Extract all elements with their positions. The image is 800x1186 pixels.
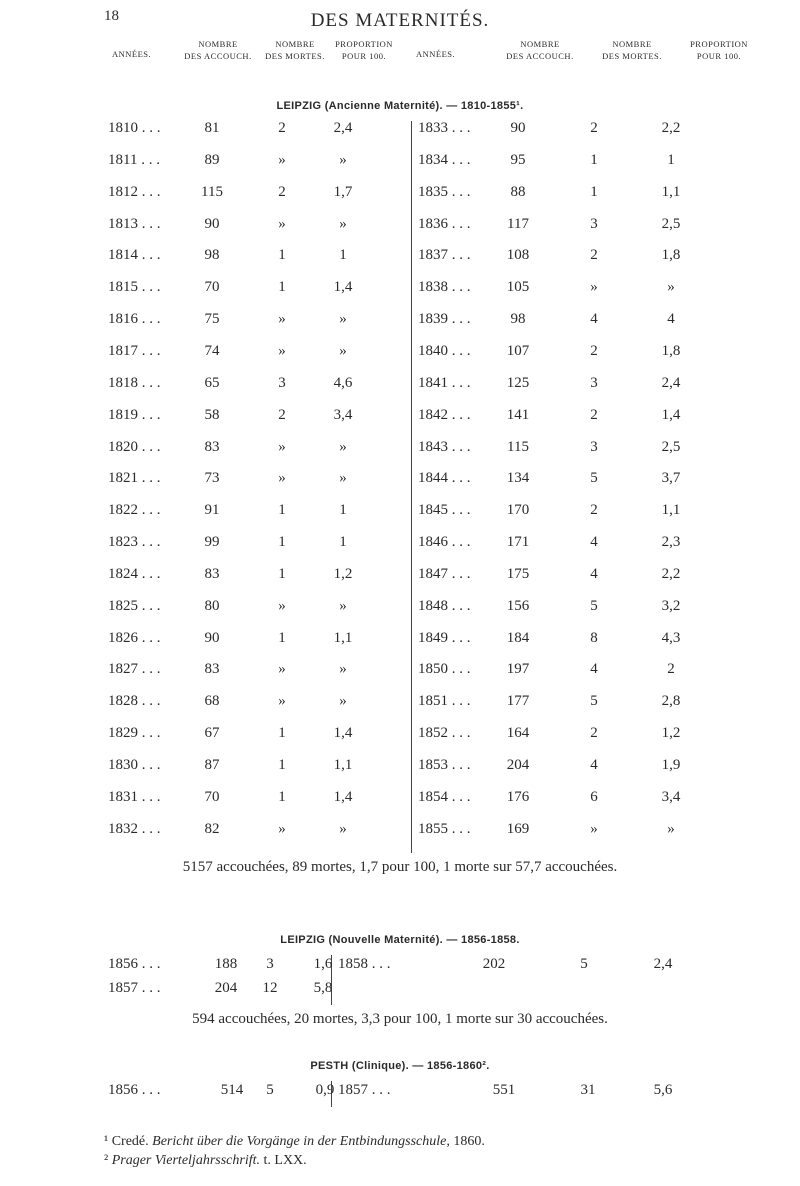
cell-births: 88 xyxy=(510,183,526,200)
cell-proportion: 2,5 xyxy=(661,438,681,455)
cell-year: 1819 . . . xyxy=(108,406,161,423)
cell-proportion: 2,5 xyxy=(661,215,681,232)
cell-year: 1814 . . . xyxy=(108,247,161,264)
cell-year: 1831 . . . xyxy=(108,788,161,805)
cell-proportion: 1,8 xyxy=(661,247,681,264)
cell-proportion: » xyxy=(339,661,347,678)
cell-births: 177 xyxy=(506,693,530,710)
cell-deaths: » xyxy=(278,438,286,455)
cell-births: 551 xyxy=(492,1082,516,1098)
cell-births: 105 xyxy=(506,279,530,296)
cell-year: 1843 . . . xyxy=(418,438,471,455)
cell-births: 98 xyxy=(204,247,220,264)
cell-year: 1810 . . . xyxy=(108,120,161,136)
cell-births: 184 xyxy=(506,629,530,646)
col-header-years-right: ANNÉES. xyxy=(416,49,456,59)
cell-year: 1855 . . . xyxy=(418,820,471,837)
col-header-deaths-right: NOMBRE DES MORTES. xyxy=(602,39,662,61)
cell-deaths: 1 xyxy=(590,183,598,200)
cell-births: 514 xyxy=(220,1082,244,1098)
cell-births: 170 xyxy=(506,502,530,519)
cell-proportion: 1,4 xyxy=(661,406,681,423)
cell-deaths: 3 xyxy=(590,215,598,232)
cell-year: 1840 . . . xyxy=(418,342,471,359)
cell-births: 82 xyxy=(204,820,220,837)
cell-proportion: 4,6 xyxy=(333,374,353,391)
cell-year: 1858 . . . xyxy=(338,956,391,972)
cell-proportion: 1,4 xyxy=(333,788,353,805)
cell-proportion: 2,4 xyxy=(653,956,673,972)
cell-proportion: » xyxy=(339,342,347,359)
cell-deaths: 1 xyxy=(278,502,286,519)
cell-year: 1838 . . . xyxy=(418,279,471,296)
col-header-prop-left: PROPORTION POUR 100. xyxy=(335,39,393,61)
cell-deaths: 4 xyxy=(590,661,598,678)
cell-proportion: » xyxy=(339,311,347,328)
cell-deaths: 1 xyxy=(278,279,286,296)
cell-year: 1818 . . . xyxy=(108,374,161,391)
cell-year: 1835 . . . xyxy=(418,183,471,200)
cell-births: 87 xyxy=(204,757,220,773)
cell-proportion: 4,3 xyxy=(661,629,681,646)
cell-births: 176 xyxy=(506,788,530,805)
cell-proportion: 2 xyxy=(667,661,675,678)
col-header-births-right: NOMBRE DES ACCOUCH. xyxy=(506,39,574,61)
cell-deaths: 2 xyxy=(278,406,286,423)
cell-deaths: » xyxy=(590,820,598,837)
cell-deaths: 3 xyxy=(278,374,286,391)
cell-proportion: 1,4 xyxy=(333,725,353,742)
cell-births: 175 xyxy=(506,565,530,582)
cell-year: 1847 . . . xyxy=(418,565,471,582)
cell-proportion: 2,2 xyxy=(661,120,681,136)
summary-leipzig-new: 594 accouchées, 20 mortes, 3,3 pour 100, 1 morte sur 30 accouchées. xyxy=(192,1011,608,1027)
footnote-2: ² Prager Vierteljahrsschrift. t. LXX. xyxy=(104,1153,307,1168)
cell-deaths: 5 xyxy=(590,693,598,710)
cell-proportion: 5,6 xyxy=(653,1082,673,1098)
cell-year: 1834 . . . xyxy=(418,151,471,168)
cell-deaths: » xyxy=(278,470,286,487)
cell-year: 1811 . . . xyxy=(108,151,160,168)
cell-proportion: » xyxy=(339,151,347,168)
cell-year: 1857 . . . xyxy=(108,980,161,996)
cell-deaths: 1 xyxy=(590,151,598,168)
cell-deaths: 5 xyxy=(580,956,588,972)
col-header-prop-right: PROPORTION POUR 100. xyxy=(690,39,748,61)
cell-births: 74 xyxy=(204,342,220,359)
cell-year: 1813 . . . xyxy=(108,215,161,232)
cell-births: 65 xyxy=(204,374,220,391)
cell-births: 107 xyxy=(506,342,530,359)
cell-year: 1812 . . . xyxy=(108,183,161,200)
cell-proportion: » xyxy=(339,438,347,455)
cell-year: 1845 . . . xyxy=(418,502,471,519)
cell-proportion: » xyxy=(339,820,347,837)
summary-leipzig-old: 5157 accouchées, 89 mortes, 1,7 pour 100, 1 morte sur 57,7 accouchées. xyxy=(182,859,618,875)
cell-births: 125 xyxy=(506,374,530,391)
cell-deaths: » xyxy=(278,311,286,328)
cell-deaths: » xyxy=(278,215,286,232)
cell-deaths: 5 xyxy=(266,1082,274,1098)
cell-births: 80 xyxy=(204,597,220,614)
cell-births: 75 xyxy=(204,311,220,328)
cell-year: 1816 . . . xyxy=(108,311,161,328)
cell-proportion: 1,1 xyxy=(333,629,353,646)
cell-year: 1844 . . . xyxy=(418,470,471,487)
cell-deaths: 2 xyxy=(590,502,598,519)
cell-proportion: 1,2 xyxy=(333,565,353,582)
col-header-years-left: ANNÉES. xyxy=(112,49,152,59)
cell-births: 73 xyxy=(204,470,220,487)
cell-deaths: 2 xyxy=(590,406,598,423)
cell-births: 70 xyxy=(204,279,220,296)
cell-proportion: 3,4 xyxy=(333,406,353,423)
cell-proportion: 1,1 xyxy=(661,502,681,519)
cell-proportion: 1,8 xyxy=(661,342,681,359)
cell-year: 1828 . . . xyxy=(108,693,161,710)
cell-births: 171 xyxy=(506,534,530,551)
cell-deaths: 3 xyxy=(590,374,598,391)
cell-deaths: 4 xyxy=(590,534,598,551)
column-divider xyxy=(411,121,412,853)
cell-year: 1836 . . . xyxy=(418,215,471,232)
cell-year: 1832 . . . xyxy=(108,820,161,837)
cell-deaths: 3 xyxy=(590,438,598,455)
cell-births: 115 xyxy=(201,183,223,200)
cell-year: 1830 . . . xyxy=(108,757,161,773)
cell-proportion: 5,8 xyxy=(313,980,333,996)
cell-births: 90 xyxy=(204,215,220,232)
page-number: 18 xyxy=(104,8,119,24)
cell-deaths: 2 xyxy=(590,725,598,742)
cell-deaths: » xyxy=(278,342,286,359)
cell-births: 141 xyxy=(506,406,530,423)
col-header-deaths-left: NOMBRE DES MORTES. xyxy=(265,39,325,61)
cell-year: 1826 . . . xyxy=(108,629,161,646)
cell-proportion: 1 xyxy=(339,247,347,264)
cell-proportion: 2,4 xyxy=(661,374,681,391)
cell-deaths: 1 xyxy=(278,534,286,551)
cell-year: 1837 . . . xyxy=(418,247,471,264)
cell-deaths: 1 xyxy=(278,788,286,805)
cell-year: 1841 . . . xyxy=(418,374,471,391)
cell-proportion: » xyxy=(667,820,675,837)
cell-proportion: 1 xyxy=(339,534,347,551)
cell-year: 1833 . . . xyxy=(418,120,471,136)
cell-births: 83 xyxy=(204,565,220,582)
cell-year: 1815 . . . xyxy=(108,279,161,296)
cell-births: 68 xyxy=(204,693,220,710)
cell-year: 1852 . . . xyxy=(418,725,471,742)
cell-deaths: 1 xyxy=(278,725,286,742)
cell-births: 89 xyxy=(204,151,220,168)
cell-births: 204 xyxy=(506,757,530,773)
cell-proportion: » xyxy=(339,215,347,232)
cell-deaths: 8 xyxy=(590,629,598,646)
cell-year: 1824 . . . xyxy=(108,565,161,582)
cell-proportion: 4 xyxy=(667,311,675,328)
cell-proportion: 1,1 xyxy=(333,757,353,773)
cell-year: 1848 . . . xyxy=(418,597,471,614)
cell-year: 1857 . . . xyxy=(338,1082,391,1098)
cell-deaths: 1 xyxy=(278,629,286,646)
cell-proportion: » xyxy=(667,279,675,296)
cell-births: 204 xyxy=(214,980,238,996)
cell-deaths: 1 xyxy=(278,565,286,582)
cell-year: 1846 . . . xyxy=(418,534,471,551)
cell-proportion: 1,2 xyxy=(661,725,681,742)
cell-deaths: 2 xyxy=(278,120,286,136)
cell-year: 1850 . . . xyxy=(418,661,471,678)
cell-births: 108 xyxy=(506,247,530,264)
cell-deaths: 4 xyxy=(590,565,598,582)
cell-deaths: 2 xyxy=(590,247,598,264)
cell-deaths: 1 xyxy=(278,757,286,773)
cell-births: 202 xyxy=(482,956,506,972)
cell-births: 83 xyxy=(204,661,220,678)
cell-proportion: 1,1 xyxy=(661,183,681,200)
cell-deaths: » xyxy=(590,279,598,296)
cell-proportion: 1,6 xyxy=(313,956,333,972)
cell-births: 134 xyxy=(506,470,530,487)
cell-year: 1854 . . . xyxy=(418,788,471,805)
cell-year: 1822 . . . xyxy=(108,502,161,519)
cell-year: 1823 . . . xyxy=(108,534,161,551)
cell-proportion: 2,3 xyxy=(661,534,681,551)
cell-deaths: » xyxy=(278,693,286,710)
cell-year: 1851 . . . xyxy=(418,693,471,710)
cell-births: 115 xyxy=(507,438,529,455)
cell-proportion: 1,4 xyxy=(333,279,353,296)
cell-proportion: 2,8 xyxy=(661,693,681,710)
col-header-births-left: NOMBRE DES ACCOUCH. xyxy=(184,39,252,61)
cell-year: 1853 . . . xyxy=(418,757,471,773)
cell-year: 1849 . . . xyxy=(418,629,471,646)
footnote-1: ¹ Credé. Bericht über die Vorgänge in der Entbindungsschule, 1860. xyxy=(104,1134,485,1149)
cell-year: 1821 . . . xyxy=(108,470,161,487)
cell-births: 81 xyxy=(204,120,220,136)
cell-births: 90 xyxy=(204,629,220,646)
cell-year: 1827 . . . xyxy=(108,661,161,678)
cell-births: 58 xyxy=(204,406,220,423)
cell-year: 1825 . . . xyxy=(108,597,161,614)
cell-births: 164 xyxy=(506,725,530,742)
cell-year: 1820 . . . xyxy=(108,438,161,455)
cell-births: 197 xyxy=(506,661,530,678)
cell-births: 169 xyxy=(506,820,530,837)
cell-births: 156 xyxy=(506,597,530,614)
cell-proportion: 3,7 xyxy=(661,470,681,487)
cell-year: 1829 . . . xyxy=(108,725,161,742)
cell-deaths: 31 xyxy=(580,1082,596,1098)
cell-proportion: 3,2 xyxy=(661,597,681,614)
cell-deaths: 2 xyxy=(278,183,286,200)
cell-deaths: 5 xyxy=(590,470,598,487)
cell-deaths: » xyxy=(278,597,286,614)
cell-deaths: 6 xyxy=(590,788,598,805)
cell-proportion: 2,4 xyxy=(333,120,353,136)
cell-deaths: 1 xyxy=(278,247,286,264)
cell-births: 90 xyxy=(510,120,526,136)
cell-proportion: 1,7 xyxy=(333,183,353,200)
cell-year: 1856 . . . xyxy=(108,1082,161,1098)
cell-deaths: » xyxy=(278,151,286,168)
cell-proportion: » xyxy=(339,693,347,710)
cell-proportion: 1,9 xyxy=(661,757,681,773)
cell-proportion: » xyxy=(339,597,347,614)
cell-deaths: 4 xyxy=(590,757,598,773)
cell-deaths: 5 xyxy=(590,597,598,614)
cell-deaths: 2 xyxy=(590,120,598,136)
cell-births: 98 xyxy=(510,311,526,328)
section-title-pesth: PESTH (Clinique). — 1856-1860². xyxy=(310,1060,490,1072)
cell-births: 91 xyxy=(204,502,220,519)
section-title-leipzig-old: LEIPZIG (Ancienne Maternité). — 1810-1855¹. xyxy=(276,100,524,112)
cell-proportion: 2,2 xyxy=(661,565,681,582)
cell-births: 95 xyxy=(510,151,526,168)
cell-births: 67 xyxy=(204,725,220,742)
cell-year: 1856 . . . xyxy=(108,956,161,972)
cell-year: 1839 . . . xyxy=(418,311,471,328)
cell-deaths: » xyxy=(278,661,286,678)
cell-deaths: 4 xyxy=(590,311,598,328)
cell-deaths: 12 xyxy=(262,980,278,996)
section-title-leipzig-new: LEIPZIG (Nouvelle Maternité). — 1856-1858. xyxy=(280,934,520,946)
cell-year: 1817 . . . xyxy=(108,342,161,359)
cell-proportion: 0,9 xyxy=(315,1082,335,1098)
cell-births: 117 xyxy=(507,215,529,232)
cell-births: 83 xyxy=(204,438,220,455)
cell-deaths: 2 xyxy=(590,342,598,359)
cell-proportion: 1 xyxy=(667,151,675,168)
cell-births: 70 xyxy=(204,788,220,805)
cell-proportion: 1 xyxy=(339,502,347,519)
cell-year: 1842 . . . xyxy=(418,406,471,423)
cell-deaths: 3 xyxy=(266,956,274,972)
cell-births: 188 xyxy=(214,956,238,972)
cell-births: 99 xyxy=(204,534,220,551)
cell-proportion: » xyxy=(339,470,347,487)
cell-proportion: 3,4 xyxy=(661,788,681,805)
cell-deaths: » xyxy=(278,820,286,837)
running-title: DES MATERNITÉS. xyxy=(310,10,490,31)
